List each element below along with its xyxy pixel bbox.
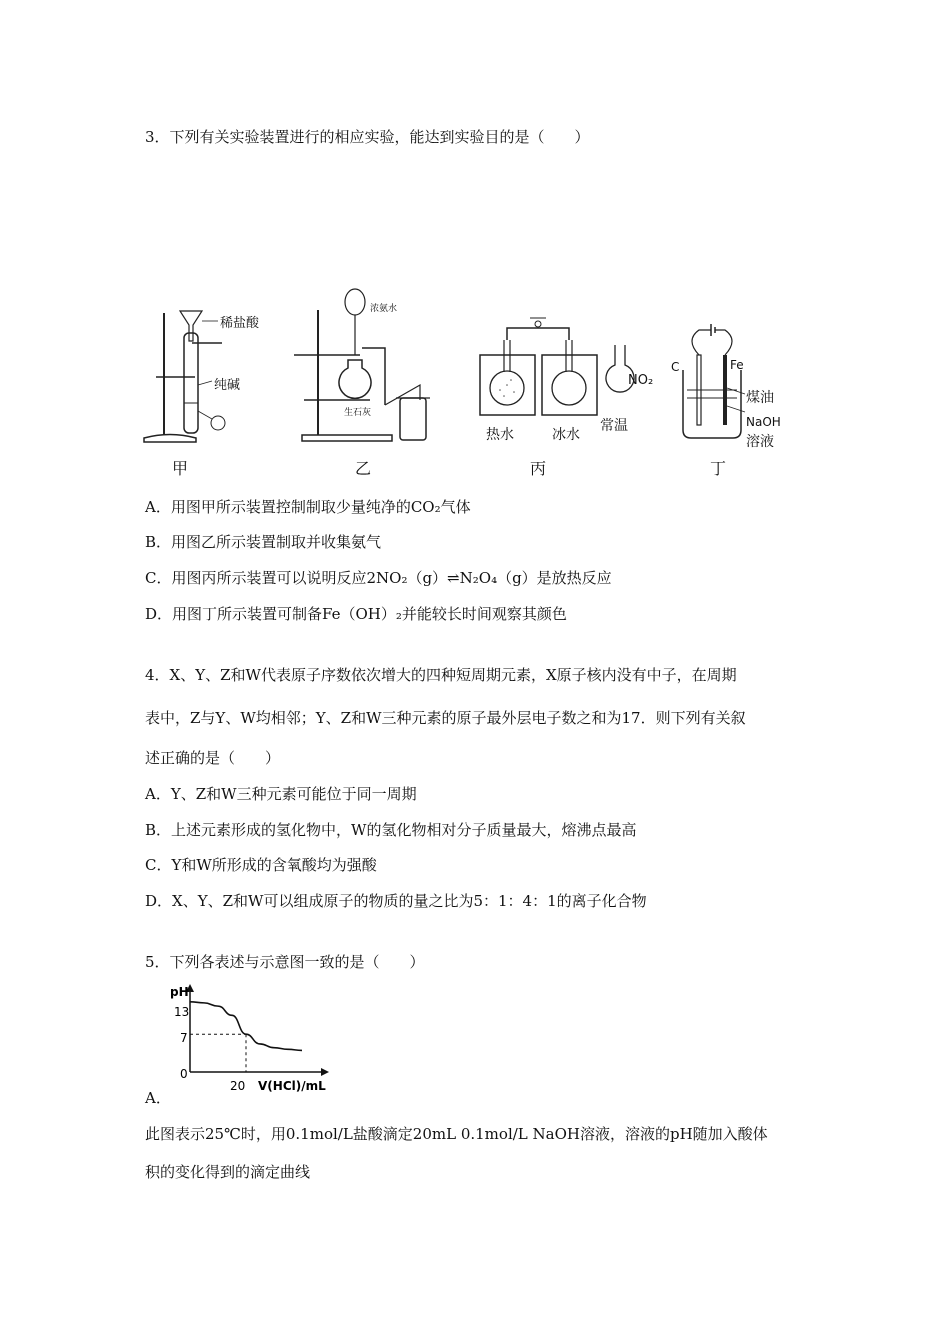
label-dilute-hcl: 稀盐酸 — [220, 316, 260, 331]
x-axis-label: V(HCl)/mL — [258, 1079, 326, 1093]
apparatus-yi — [290, 280, 440, 450]
y-tick-13: 13 — [174, 1005, 190, 1019]
caption-ding: 丁 — [710, 459, 727, 478]
label-no2: NO₂ — [628, 373, 654, 388]
caption-jia: 甲 — [172, 459, 189, 478]
q3-option-d: D．用图丁所示装置可制备Fe（OH）₂并能较长时间观察其颜色 — [145, 605, 567, 623]
label-kerosene: 煤油 — [746, 390, 774, 406]
label-soda: 纯碱 — [214, 378, 241, 393]
label-solution: 溶液 — [746, 434, 774, 450]
apparatus-ding — [675, 320, 755, 445]
q4-option-c: C．Y和W所形成的含氧酸均为强酸 — [145, 856, 377, 874]
caption-yi: 乙 — [355, 459, 372, 478]
label-quicklime: 生石灰 — [344, 408, 372, 418]
q4-stem-line1: 4．X、Y、Z和W代表原子序数依次增大的四种短周期元素，X原子核内没有中子，在周期 — [145, 666, 737, 684]
q4-stem-line2: 表中，Z与Y、W均相邻；Y、Z和W三种元素的原子最外层电子数之和为17．则下列有关叙 — [145, 709, 746, 727]
q3-stem: 3．下列有关实验装置进行的相应实验，能达到实验目的是（ ） — [145, 128, 590, 146]
y-axis-label: pH — [170, 985, 189, 999]
q3-option-b: B．用图乙所示装置制取并收集氨气 — [145, 533, 382, 551]
q4-stem-line3: 述正确的是（ ） — [145, 749, 281, 767]
q5-option-a-label: A． — [145, 1089, 171, 1107]
titration-curve-chart — [160, 980, 360, 1093]
q3-option-c: C．用图丙所示装置可以说明反应2NO₂（g）⇌N₂O₄（g）是放热反应 — [145, 569, 612, 587]
label-room-temp: 常温 — [600, 418, 628, 434]
label-c: C — [671, 360, 680, 374]
q5-stem: 5．下列各表述与示意图一致的是（ ） — [145, 953, 425, 971]
label-hot-water: 热水 — [486, 427, 514, 443]
q4-option-b: B．上述元素形成的氢化物中，W的氢化物相对分子质量最大，熔沸点最高 — [145, 821, 637, 839]
apparatus-bing — [470, 310, 670, 430]
x-axis-arrow — [321, 1068, 329, 1076]
y-tick-0: 0 — [180, 1067, 188, 1081]
label-naoh: NaOH — [746, 415, 781, 429]
caption-bing: 丙 — [530, 459, 547, 478]
y-tick-7: 7 — [180, 1031, 188, 1045]
q5-option-a-desc1: 此图表示25℃时，用0.1mol/L盐酸滴定20mL 0.1mol/L NaOH溶液，溶液的pH随加入酸体 — [145, 1125, 768, 1143]
x-tick-20: 20 — [230, 1079, 246, 1093]
q3-option-a: A．用图甲所示装置控制制取少量纯净的CO₂气体 — [145, 498, 471, 516]
q4-option-a: A．Y、Z和W三种元素可能位于同一周期 — [145, 785, 417, 803]
q5-option-a-desc2: 积的变化得到的滴定曲线 — [145, 1163, 311, 1181]
label-conc-ammonia: 浓氨水 — [370, 304, 398, 314]
label-ice-water: 冰水 — [552, 427, 580, 443]
q4-option-d: D．X、Y、Z和W可以组成原子的物质的量之比为5：1：4：1的离子化合物 — [145, 892, 647, 910]
label-fe: Fe — [730, 358, 744, 372]
